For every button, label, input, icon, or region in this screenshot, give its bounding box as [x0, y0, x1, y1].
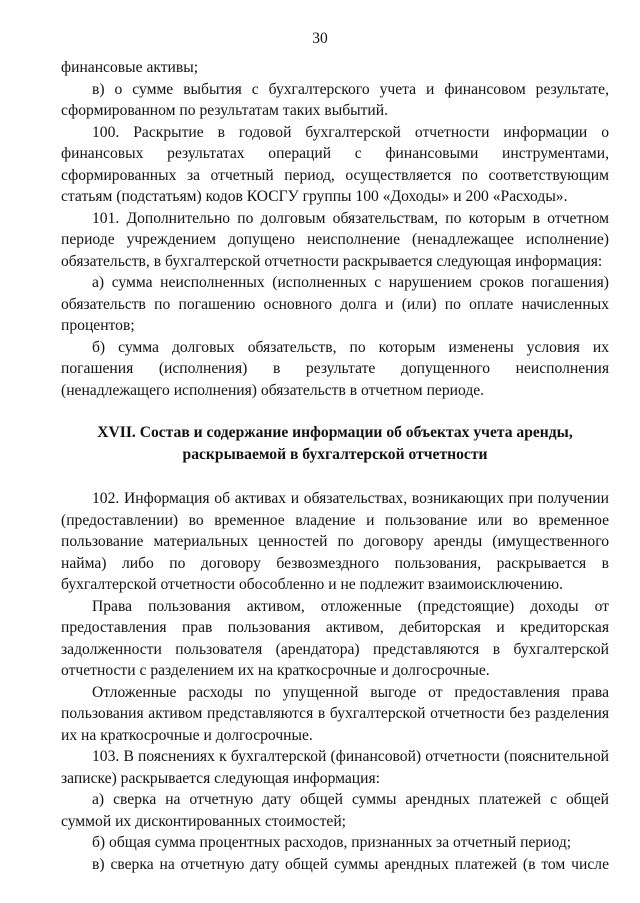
paragraph: а) сверка на отчетную дату общей суммы арендных платежей с общей суммой их дисконтированных стоимостей; — [61, 791, 609, 830]
paragraph: 101. Дополнительно по долговым обязательствам, по которым в отчетном периоде учреждением допущено неисполнение (ненадлежащее исполнение) обязательств, в бухгалтерской отчетности раскрывается следующая информация: — [61, 209, 609, 270]
paragraph: в) о сумме выбытия с бухгалтерского учета и финансовом результате, сформированном по результатам таких выбытий. — [61, 80, 609, 119]
paragraph: Права пользования активом, отложенные (предстоящие) доходы от предоставления прав пользования активом, дебиторская и кредиторская задолженности пользователя (арендатора) представляются в бухгалтерской отчетности с разделением их на краткосрочные и долгосрочные. — [61, 597, 609, 679]
section-title-line: XVII. Состав и содержание информации об объектах учета аренды, — [97, 424, 573, 441]
paragraph: 103. В пояснениях к бухгалтерской (финансовой) отчетности (пояснительной записке) раскрывается следующая информация: — [61, 748, 609, 787]
paragraph: финансовые активы; — [61, 59, 199, 76]
paragraph: Отложенные расходы по упущенной выгоде от предоставления права пользования активом представляются в бухгалтерской отчетности без разделения их на краткосрочные и долгосрочные. — [61, 683, 609, 744]
paragraph: б) сумма долговых обязательств, по которым изменены условия их погашения (исполнения) в результате допущенного неисполнения (ненадлежащего исполнения) обязательств в отчетном периоде. — [61, 338, 609, 399]
paragraph: 100. Раскрытие в годовой бухгалтерской отчетности информации о финансовых результатах операций с финансовыми инструментами, сформированных за отчетный период, осуществляется по соответствующим статьям (подстатьям) кодов КОСГУ группы 100 «Доходы» и 200 «Расходы». — [61, 123, 609, 205]
section-title-line: раскрываемой в бухгалтерской отчетности — [182, 446, 488, 463]
paragraph: в) сверка на отчетную дату общей суммы арендных платежей (в том числе — [92, 855, 609, 873]
paragraph: 102. Информация об активах и обязательствах, возникающих при получении (предоставлении) во временное владение и пользование или во временное пользование материальных ценностей по договору аренды (имущественного найма) либо по договору безвозмездного пользования, раскрывается в бухгалтерской отчетности обособленно и не подлежит взаимоисключению. — [61, 490, 609, 593]
page-number: 30 — [312, 30, 328, 47]
paragraph: б) общая сумма процентных расходов, признанных за отчетный период; — [92, 834, 572, 851]
document-body — [61, 57, 609, 875]
section-heading — [61, 422, 609, 466]
paragraph: а) сумма неисполненных (исполненных с нарушением сроков погашения) обязательств по погашению основного долга и (или) по оплате начисленных процентов; — [61, 274, 609, 334]
